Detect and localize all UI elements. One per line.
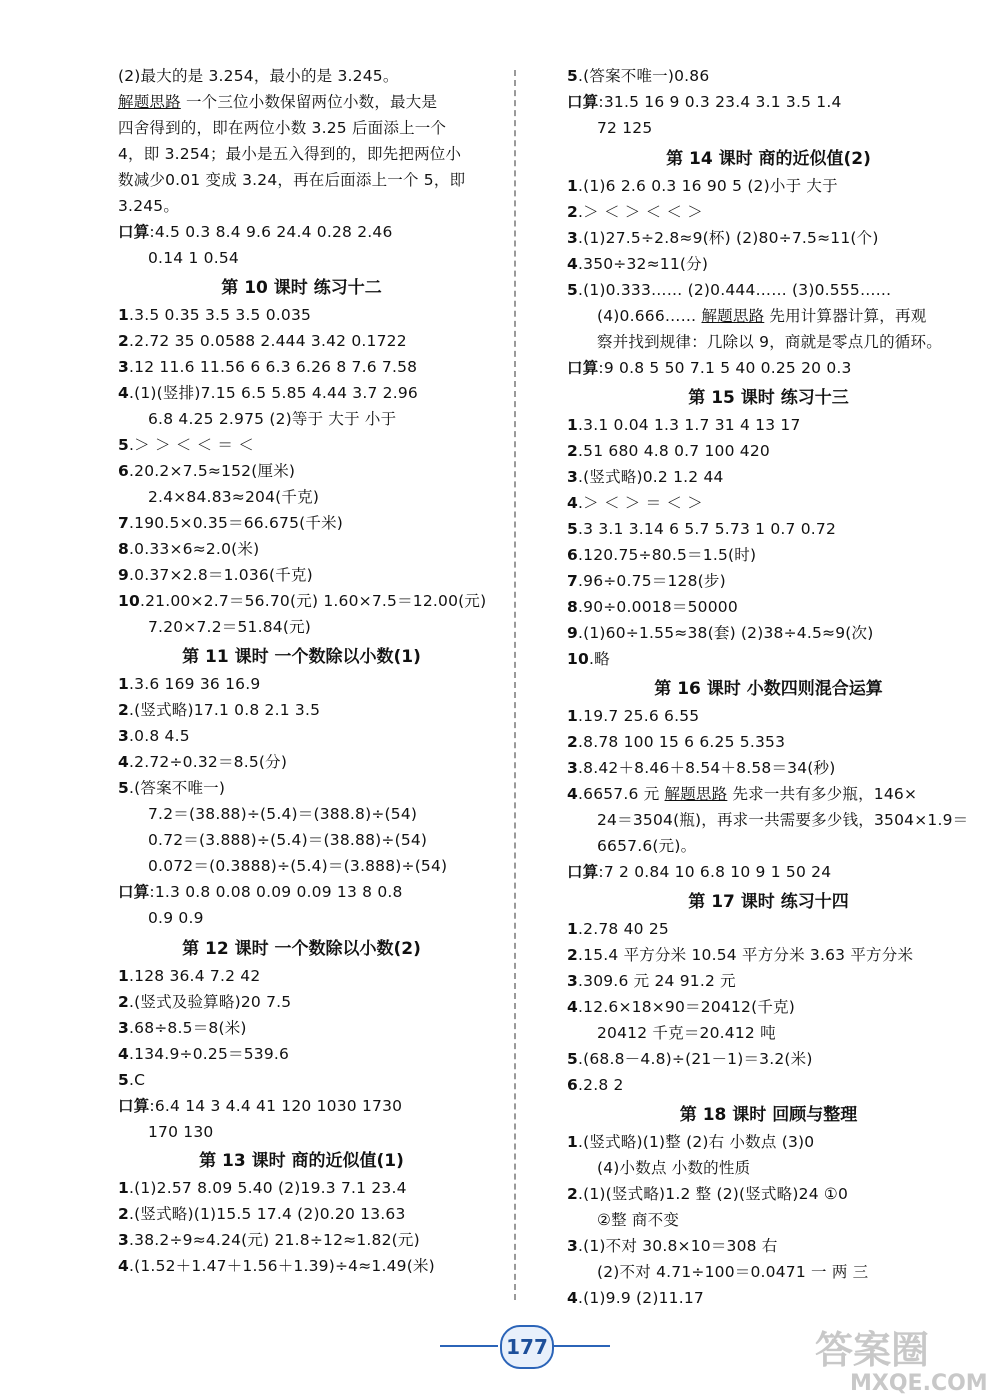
answer-text: .134.9÷0.25＝539.6 [129,1045,290,1063]
answer-line: 4，即 3.254；最小是五入得到的，即先把两位小 [118,145,462,163]
item-number: 6 [567,1076,578,1094]
answer-line: 7.2＝(38.88)÷(5.4)＝(388.8)÷(54) [148,805,418,823]
item-number: 3 [118,1231,129,1249]
answer-line: 3.245。 [118,197,180,215]
section-heading: 第 10 课时 练习十二 [221,278,382,298]
answer-text: (4)0.666…… [597,307,702,325]
item-number: 9 [567,624,578,642]
answer-line: ②整 商不变 [597,1211,680,1229]
answer-line [567,415,801,435]
answer-text: .96÷0.75＝128(步) [578,572,726,590]
answer-text: .(1)(竖排)7.15 6.5 5.85 4.44 3.7 2.96 [129,384,418,402]
answer-line: 数减少0.01 变成 3.24，再在后面添上一个 5，即 [118,171,466,189]
answer-line [567,254,708,274]
answer-text: .略 [588,650,610,668]
answer-text: .90÷0.0018＝50000 [578,598,738,616]
answer-text: .190.5×0.35＝66.675(千米) [129,514,344,532]
section-heading: 第 18 课时 回顾与整理 [679,1105,858,1125]
answer-text: .(68.8－4.8)÷(21－1)＝3.2(米) [578,1050,813,1068]
section-heading: 第 15 课时 练习十三 [688,388,849,408]
item-number: 口算 [567,863,599,881]
answer-text: .＞ ＞ ＜ ＜ ＝ ＜ [129,436,254,454]
section-heading: 第 14 课时 商的近似值(2) [666,149,871,169]
answer-line: (2)不对 4.71÷100＝0.0471 一 两 三 [597,1263,869,1281]
item-number: 3 [567,972,578,990]
answer-text: .(1)60÷1.55≈38(套) (2)38÷4.5≈9(次) [578,624,874,642]
answer-text: :31.5 16 9 0.3 23.4 3.1 3.5 1.4 [598,93,842,111]
item-number: 口算 [567,93,599,111]
item-number: 2 [567,442,578,460]
answer-text: .(竖式略)(1)15.5 17.4 (2)0.20 13.63 [129,1205,406,1223]
answer-line [118,700,320,720]
section-heading: 第 11 课时 一个数除以小数(1) [182,647,421,667]
item-number: 3 [118,1019,129,1037]
item-number: 1 [118,306,129,324]
watermark-logo: 答案圈 [815,1328,930,1372]
item-number: 8 [118,540,129,558]
item-number: 2 [567,1185,578,1203]
answer-line [567,706,699,726]
item-number: 10 [567,650,589,668]
answer-line [567,732,785,752]
answer-line [567,945,913,965]
item-number: 1 [118,1179,129,1197]
answer-line [118,435,254,455]
page-footer [440,1325,610,1375]
answer-line: 0.14 1 0.54 [148,249,239,267]
answer-line [118,1204,406,1224]
answer-line [567,862,831,882]
answer-text: .(1)(竖式略)1.2 整 (2)(竖式略)24 ①0 [578,1185,849,1203]
answer-text: .3.5 0.35 3.5 3.5 0.035 [129,306,312,324]
answer-text: :9 0.8 5 50 7.1 5 40 0.25 20 0.3 [598,359,852,377]
item-number: 4 [567,255,578,273]
answer-text: .0.37×2.8＝1.036(千克) [129,566,313,584]
answer-text: .350÷32≈11(分) [578,255,709,273]
answer-line [118,726,190,746]
item-number: 2 [567,946,578,964]
answer-text: .51 680 4.8 0.7 100 420 [578,442,770,460]
item-number: 1 [567,1133,578,1151]
answer-text: .128 36.4 7.2 42 [129,967,261,985]
hint-label: 解题思路 [701,307,765,325]
answer-line [118,357,417,377]
answer-line [118,1018,247,1038]
answer-line: 0.9 0.9 [148,909,204,927]
answer-text: .20.2×7.5≈152(厘米) [129,462,296,480]
item-number: 1 [567,707,578,725]
item-number: 6 [118,462,129,480]
answer-line [118,1096,402,1116]
answer-line [567,971,736,991]
item-number: 2 [118,1205,129,1223]
answer-line [118,882,403,902]
watermark-url: MXQE.COM [850,1371,988,1396]
item-number: 4 [567,1289,578,1307]
answer-line [118,305,311,325]
answer-line: 察并找到规律：几除以 9，商就是零点几的循环。 [597,333,942,351]
answer-line [118,92,437,112]
answer-line [567,1288,704,1308]
item-number: 4 [118,1045,129,1063]
item-number: 3 [567,229,578,247]
answer-text: 一个三位小数保留两位小数，最大是 [180,93,438,111]
item-number: 2 [567,203,578,221]
item-number: 8 [567,598,578,616]
answer-text: .(1.52＋1.47＋1.56＋1.39)÷4≈1.49(米) [129,1257,435,1275]
hint-label: 解题思路 [664,785,728,803]
answer-text: .309.6 元 24 91.2 元 [578,972,736,990]
answer-text: .8.78 100 15 6 6.25 5.353 [578,733,786,751]
answer-line: 170 130 [148,1123,214,1141]
answer-text: .(1)0.333…… (2)0.444…… (3)0.555…… [578,281,892,299]
answer-text: :7 2 0.84 10 6.8 10 9 1 50 24 [598,863,832,881]
answer-text: .68÷8.5＝8(米) [129,1019,247,1037]
item-number: 2 [567,733,578,751]
answer-line [567,997,795,1017]
section-heading: 第 17 课时 练习十四 [688,892,849,912]
answer-line [118,539,259,559]
item-number: 1 [567,177,578,195]
answer-text: .38.2÷9≈4.24(元) 21.8÷12≈1.82(元) [129,1231,420,1249]
answer-text: .(竖式及验算略)20 7.5 [129,993,292,1011]
answer-line [567,1075,624,1095]
answer-text: .(1)不对 30.8×10＝308 右 [578,1237,778,1255]
answer-text: :1.3 0.8 0.08 0.09 0.09 13 8 0.8 [149,883,403,901]
answer-line [118,992,291,1012]
item-number: 4 [118,384,129,402]
answer-line: 7.20×7.2＝51.84(元) [148,618,312,636]
answer-text: .2.78 40 25 [578,920,669,938]
answer-text: .3.6 169 36 16.9 [129,675,261,693]
answer-text: 先用计算器计算，再观 [764,307,927,325]
item-number: 3 [567,1237,578,1255]
answer-text: .120.75÷80.5＝1.5(时) [578,546,757,564]
answer-text: .(1)27.5÷2.8≈9(杯) (2)80÷7.5≈11(个) [578,229,879,247]
item-number: 3 [118,358,129,376]
item-number: 4 [118,753,129,771]
hint-label: 解题思路 [118,93,181,111]
section-heading: 第 16 课时 小数四则混合运算 [654,679,883,699]
item-number: 7 [118,514,129,532]
answer-text: .(竖式略)17.1 0.8 2.1 3.5 [129,701,321,719]
item-number: 口算 [567,359,599,377]
section-heading: 第 13 课时 商的近似值(1) [199,1151,404,1171]
answer-line: 6657.6(元)。 [597,837,697,855]
answer-line: 0.72＝(3.888)÷(5.4)＝(38.88)÷(54) [148,831,428,849]
answer-text: .＞ ＜ ＞ ＜ ＜ ＞ [578,203,703,221]
item-number: 口算 [118,223,150,241]
item-number: 4 [118,1257,129,1275]
answer-text: .21.00×2.7＝56.70(元) 1.60×7.5＝12.00(元) [139,592,487,610]
answer-line [118,1178,407,1198]
answer-line [118,674,260,694]
item-number: 1 [567,416,578,434]
answer-line [567,467,724,487]
answer-text: .(1)2.57 8.09 5.40 (2)19.3 7.1 23.4 [129,1179,407,1197]
answer-line [567,280,891,300]
answer-line [118,966,260,986]
item-number: 口算 [118,1097,150,1115]
answer-line: 四舍得到的，即在两位小数 3.25 后面添上一个 [118,119,447,137]
item-number: 1 [118,967,129,985]
item-number: 5 [567,1050,578,1068]
answer-line [118,1230,420,1250]
answer-text: .2.72÷0.32＝8.5(分) [129,753,288,771]
item-number: 4 [567,494,578,512]
item-number: 3 [567,759,578,777]
answer-line [597,306,926,326]
answer-line [567,649,610,669]
item-number: 3 [118,727,129,745]
answer-text: .12 11.6 11.56 6 6.3 6.26 8 7.6 7.58 [129,358,418,376]
item-number: 5 [118,1071,129,1089]
footer-rule-left [440,1345,498,1347]
page-number: 177 [500,1325,554,1369]
answer-line [567,758,836,778]
answer-line [567,919,669,939]
answer-text: .0.8 4.5 [129,727,190,745]
answer-line [567,623,874,643]
answer-line [118,222,393,242]
item-number: 5 [567,67,578,85]
item-number: 1 [567,920,578,938]
item-number: 9 [118,566,129,584]
answer-line [567,92,842,112]
answer-text: 先求一共有多少瓶，146× [727,785,918,803]
answer-line [567,571,726,591]
answer-text: :6.4 14 3 4.4 41 120 1030 1730 [149,1097,403,1115]
answer-line [118,513,343,533]
item-number: 5 [118,436,129,454]
answer-line [118,383,418,403]
item-number: 2 [118,701,129,719]
answer-text: .(答案不唯一)0.86 [578,67,710,85]
answer-line [567,441,770,461]
answer-line [567,597,738,617]
answer-text: .＞ ＜ ＞ ＝ ＜ ＞ [578,494,703,512]
item-number: 口算 [118,883,150,901]
column-divider [514,70,516,1300]
item-number: 6 [567,546,578,564]
answer-line: 6.8 4.25 2.975 (2)等于 大于 小于 [148,410,397,428]
answer-text: .8.42＋8.46＋8.54＋8.58＝34(秒) [578,759,836,777]
item-number: 10 [118,592,140,610]
answer-line [567,202,703,222]
answer-line: 72 125 [597,119,653,137]
answer-line [567,66,709,86]
item-number: 2 [118,993,129,1011]
answer-line: (4)小数点 小数的性质 [597,1159,751,1177]
item-number: 4 [567,785,578,803]
answer-text: :4.5 0.3 8.4 9.6 24.4 0.28 2.46 [149,223,393,241]
answer-text: .(竖式略)(1)整 (2)右 小数点 (3)0 [578,1133,815,1151]
answer-line [118,591,486,611]
item-number: 5 [567,520,578,538]
answer-line [567,545,756,565]
answer-line: (2)最大的是 3.254，最小的是 3.245。 [118,67,399,85]
answer-text: .(竖式略)0.2 1.2 44 [578,468,724,486]
answer-line: 2.4×84.83≈204(千克) [148,488,320,506]
item-number: 5 [567,281,578,299]
answer-line [567,176,838,196]
answer-line [118,1044,289,1064]
answer-line [118,331,407,351]
answer-text: .6657.6 元 [578,785,665,803]
answer-text: .2.72 35 0.0588 2.444 3.42 0.1722 [129,332,407,350]
item-number: 7 [567,572,578,590]
answer-line [118,565,313,585]
item-number: 5 [118,779,129,797]
answer-line [118,1070,145,1090]
answer-line [118,778,225,798]
answer-line [118,461,295,481]
answer-text: .3 3.1 3.14 6 5.7 5.73 1 0.7 0.72 [578,520,837,538]
answer-text: .3.1 0.04 1.3 1.7 31 4 13 17 [578,416,801,434]
answer-line: 0.072＝(0.3888)÷(5.4)＝(3.888)÷(54) [148,857,448,875]
answer-line [567,1132,814,1152]
answer-line [567,1049,813,1069]
answer-text: .0.33×6≈2.0(米) [129,540,260,558]
answer-line [567,519,836,539]
item-number: 4 [567,998,578,1016]
item-number: 2 [118,332,129,350]
item-number: 3 [567,468,578,486]
answer-line: 20412 千克＝20.412 吨 [597,1024,776,1042]
answer-text: .(1)9.9 (2)11.17 [578,1289,704,1307]
answer-line [567,1184,848,1204]
section-heading: 第 12 课时 一个数除以小数(2) [182,939,421,959]
answer-line [567,228,879,248]
answer-line [567,358,852,378]
answer-text: .2.8 2 [578,1076,624,1094]
answer-line [118,1256,435,1276]
answer-text: .19.7 25.6 6.55 [578,707,700,725]
answer-line [567,784,917,804]
answer-text: .C [129,1071,146,1089]
answer-line [118,752,287,772]
answer-text: .15.4 平方分米 10.54 平方分米 3.63 平方分米 [578,946,914,964]
answer-text: .(1)6 2.6 0.3 16 90 5 (2)小于 大于 [578,177,838,195]
answer-text: .(答案不唯一) [129,779,226,797]
answer-text: .12.6×18×90＝20412(千克) [578,998,795,1016]
answer-line [567,1236,778,1256]
answer-line: 24＝3504(瓶)，再求一共需要多少钱，3504×1.9＝ [597,811,969,829]
item-number: 1 [118,675,129,693]
footer-rule-right [552,1345,610,1347]
answer-line [567,493,703,513]
